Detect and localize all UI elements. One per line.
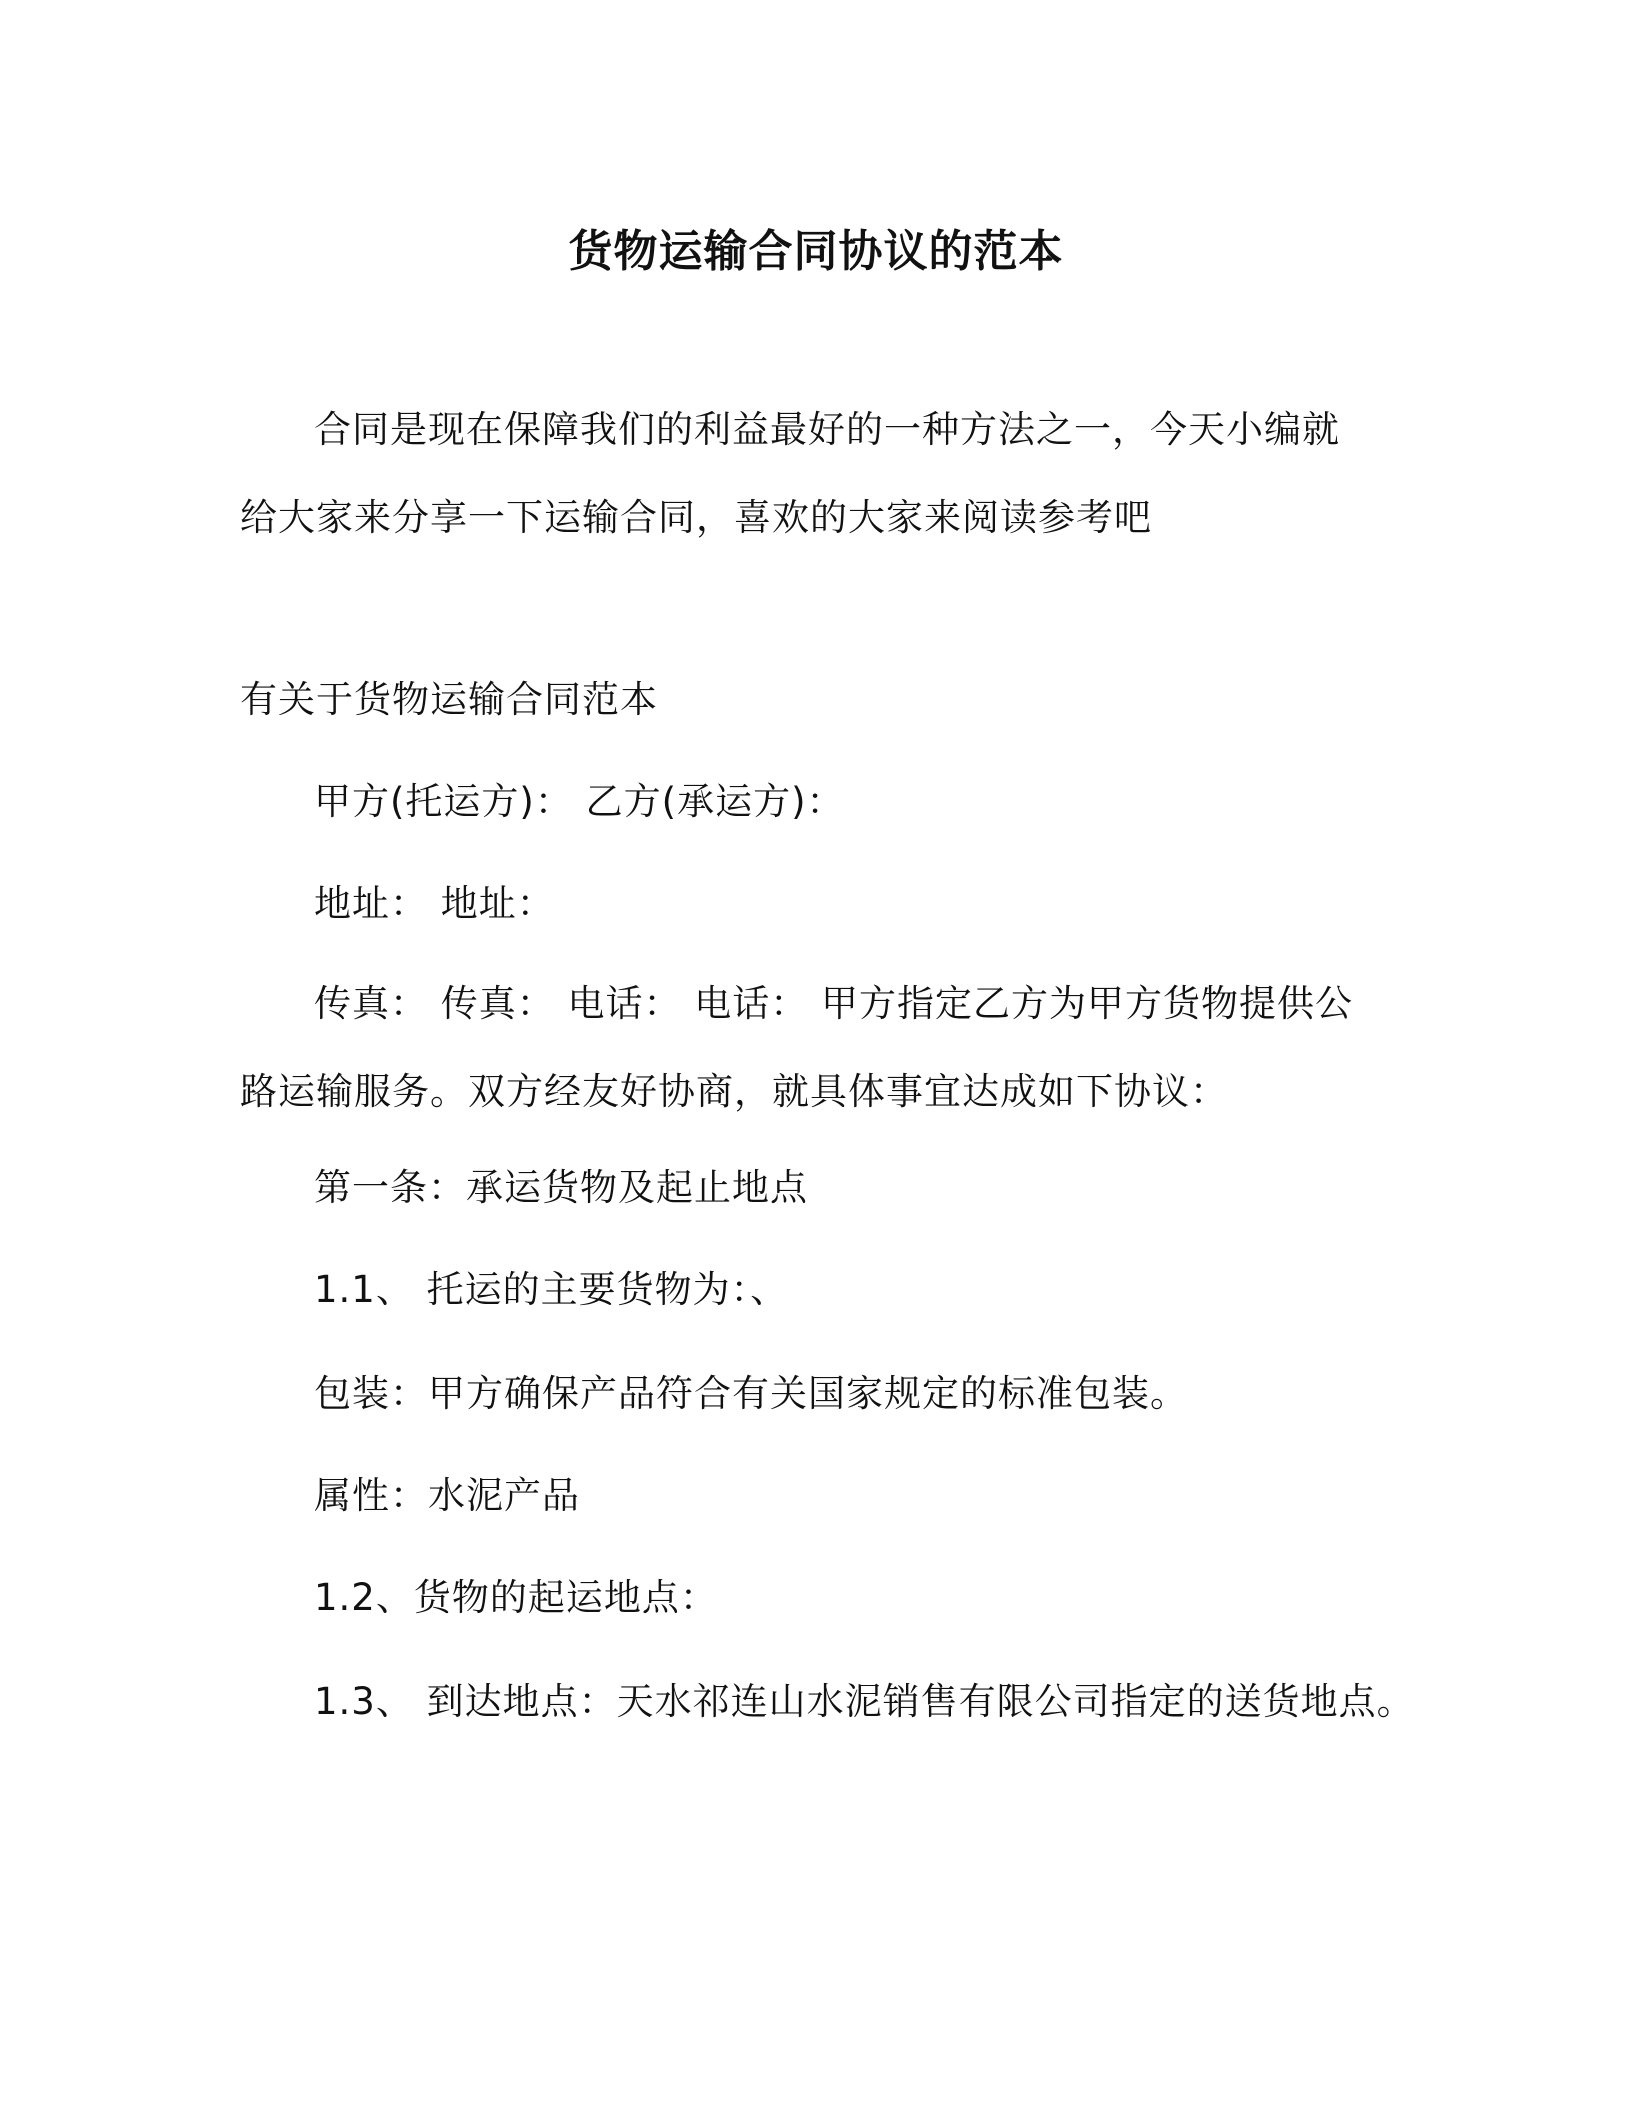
- section-heading: 有关于货物运输合同范本: [240, 678, 658, 721]
- intro-paragraph: 合同是现在保障我们的利益最好的一种方法之一，今天小编就给大家来分享一下运输合同，喜欢的大家来阅读参考吧: [240, 408, 1340, 539]
- item-1-2: 1.2、货物的起运地点：: [314, 1576, 718, 1619]
- article-1-title: 第一条：承运货物及起止地点: [314, 1166, 808, 1209]
- property-line: 属性：水泥产品: [314, 1474, 580, 1517]
- packaging-line: 包装：甲方确保产品符合有关国家规定的标准包装。: [314, 1372, 1188, 1415]
- parties-line: 甲方(托运方)： 乙方(承运方)：: [314, 780, 845, 823]
- document-title: 货物运输合同协议的范本: [568, 226, 1064, 277]
- item-1-1: 1.1、 托运的主要货物为：、: [314, 1268, 789, 1311]
- address-line: 地址： 地址：: [314, 882, 555, 925]
- contact-paragraph: 传真： 传真： 电话： 电话： 甲方指定乙方为甲方货物提供公路运输服务。双方经友好协商，就具体事宜达成如下协议：: [240, 982, 1354, 1113]
- item-1-3: 1.3、 到达地点：天水祁连山水泥销售有限公司指定的送货地点。: [314, 1680, 1415, 1723]
